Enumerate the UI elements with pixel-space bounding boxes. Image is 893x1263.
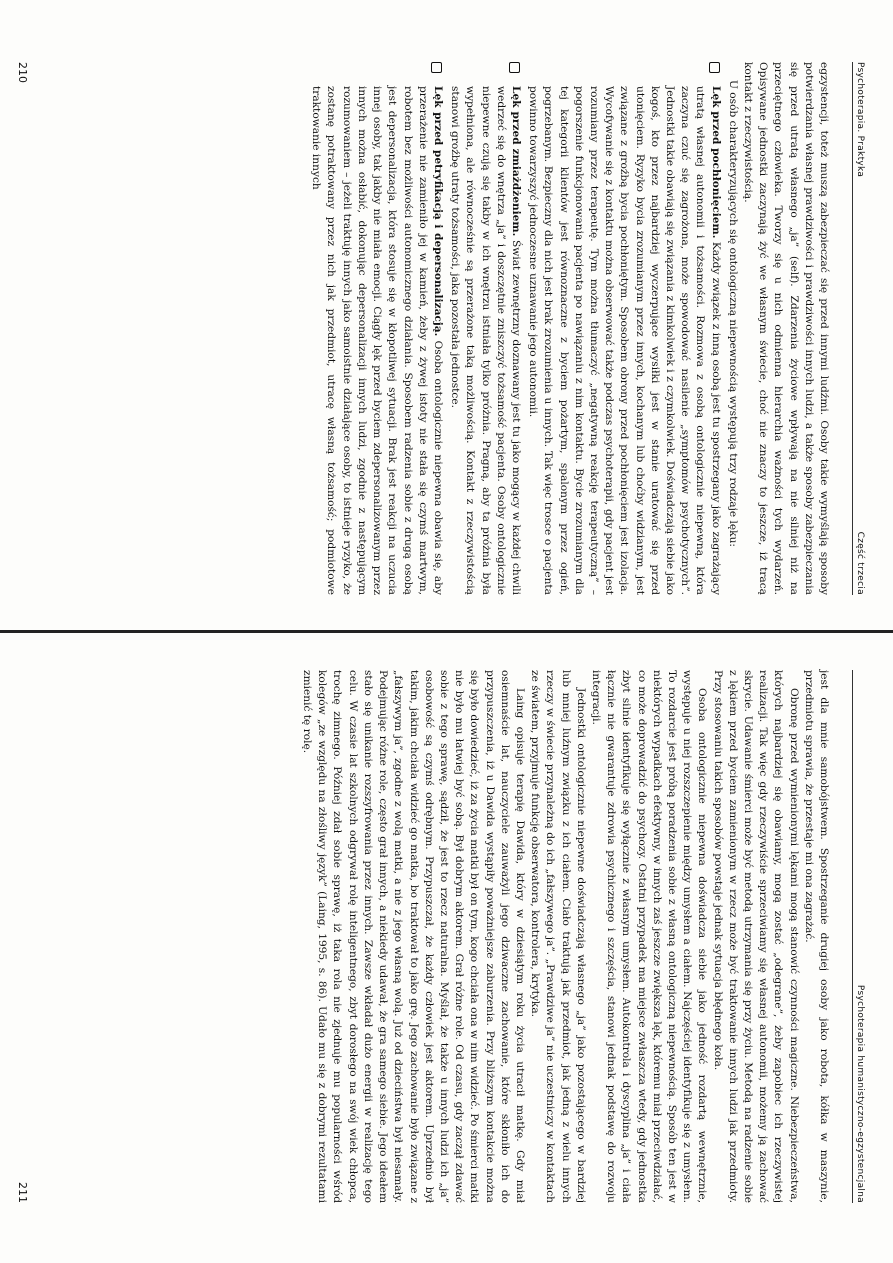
checkbox-bullet-icon: [431, 62, 442, 73]
term-implosion: Lęk przed zmiażdżeniem.: [509, 86, 522, 237]
right-paragraph-2: Obronę przed wymienionymi lękami mogą stanowić czynności magiczne. Niebezpieczeństwa, których najbardziej się obawiamy, mogą zostać „odegrane”, żeby zapobiec ich rzeczywistej realizacji. Tak więc gdy rzeczywiście sprzeciwiamy się własnej autonomii, możemy ją zachować skrycie. Udawanie śmierci może być metodą utrzymania się przy życiu. Metodą na radzenie sobie z lękiem przed byciem zamienionym w rzecz może być traktowanie innych ludzi jak przedmioty. Przy stosowaniu takich sposobów powstaje jednak sytuacja błędnego koła.: [711, 670, 800, 1203]
left-page-header: [852, 62, 865, 595]
text-petrification: Osoba ontologicznie niepewna obawia się, aby przerażenie nie zamieniło jej w kamień, żeby z żywej istoty nie stała się czymś martwym, robotem bez możliwości autonomicznego działania. Sposobem radzenia sobie z drugą osobą jest depersonalizacja, która stosuje się w kłopotliwej sytuacji. Brak jest reakcji na uczucia innej osoby, tak jakby nie miała emocji. Ciągły lęk przed byciem zdepersonalizowanym przez innych można osłabić, dokonując depersonalizacji innych ludzi, zgodnie z następującym rozumowaniem – jeżeli traktuję innych jako samoistnie działające osoby, to istnieje ryzyko, że zostanę potraktowany przez nich jak przedmiot, utracę własną tożsamość; podmiotowe traktowanie innych: [310, 86, 444, 595]
right-page: [0, 632, 893, 1263]
left-header-section: Część trzecia: [855, 531, 865, 595]
right-paragraph-1: jest dla mnie samobójstwem. Spostrzeganie drugiej osoby jako robota, kółka w maszynie, przedmiotu sprawia, że przestaje mi ona zagrażać.: [802, 670, 830, 1203]
checkbox-bullet-icon: [509, 62, 520, 73]
list-item-petrification: [308, 62, 445, 595]
list-item-engulfment: [525, 62, 723, 595]
list-item-implosion: [447, 62, 523, 595]
left-page-number: 210: [16, 62, 29, 83]
lead-paragraph: U osób charakteryzujących się ontologiczną niepewnością występują trzy rodzaje lęku:: [726, 80, 739, 547]
right-paragraph-4: Jednostki ontologicznie niepewne doświadczają własnego „ja” jako pozostającego w bardziej lub mniej luźnym związku z ich ciałem. Ciało traktują jak przedmiot, jak jedną z wielu innych rzeczy w świecie przynależną do ich „fałszywego ja”. „Prawdziwe ja” nie uczestniczy w kontaktach ze światem, przyjmuje funkcję obserwatora, kontrolera, krytyka.: [529, 670, 587, 1203]
right-page-header: Psychoterapia humanistyczno-egzystencjalna: [852, 670, 865, 1203]
term-engulfment: Lęk przed pochłonięciem.: [709, 86, 722, 239]
right-page-number: 211: [16, 1182, 29, 1203]
right-paragraph-3: Osoba ontologicznie niepewna doświadcza siebie jako jedność rozdartą wewnętrznie, występuje u niej rozszczepienie między umysłem a ciałem. Najczęściej identyfikuje się z umysłem. To rozdarcie jest próbą poradzenia sobie z własną ontologiczną niepewnością. Sposób ten jest w niektórych wypadkach efektywny, w innych zaś jeszcze zwiększa lęk, któremu miał przeciwdziałać, co może doprowadzić do psychozy. Ostatni przypadek ma miejsce zwłaszcza wtedy, gdy jednostka zbyt silnie identyfikuje się wyłącznie z własnym umysłem. Autokontrola i dyscyplina „ja” i ciała łącznie nie gwarantuje zdrowia psychicznego i szczęścia, stanowi jednak podstawę do rozwoju integracji.: [589, 670, 709, 1203]
left-page: [0, 0, 893, 631]
right-paragraph-5: Laing opisuje terapię Dawida, który w dziesiątym roku życia utracił matkę. Gdy miał osiemnaście lat, nauczyciele zauważyli jego dziwaczne zachowanie, które skłoniło ich do przypuszczenia, iż u Dawida wystąpiły poważniejsze zaburzenia. Przy bliższym kontakcie można się było dowiedzieć, iż za życia matki był on tym, kogo chciała ona w nim widzieć. Po śmierci matki nie było mu łatwiej być sobą. Był dobrym aktorem. Grał różne role. Od czasu, gdy zaczął zdawać sobie z tego sprawę, sądził, że jest to rzecz naturalna. Myślał, że także u innych ludzi ich „ja” osobowość są czymś odrębnym. Przypuszczał, że każdy człowiek jest aktorem. Uprzednio był takim, jakim chciała widzieć go matka, bo traktował to jako grę. Jego zachowanie było związane z „fałszywym ja”, zgodne z wolą matki, a nie z jego własną wolą. Już od dzieciństwa był niesamały. Podejmując różne role, często grał innych, a niekiedy udawał, że gra samego siebie. Jego ideałem stało się unikanie rozszyfrowania przez innych. Zawsze wkładał dużo energii w realizację tego celu. W czasie lat szkolnych odgrywał rolę inteligentnego, zbyt dorosłego na swój wiek chłopca, trochę zimnego. Później zdał sobie sprawę, iż taka rola nie zjednuje mu popularności wśród kolegów „ze względu na złośliwy język” (Laing, 1995, s. 86). Udało mu się z dobrymi rezultatami zmienić tę rolę.: [301, 670, 526, 1203]
checkbox-bullet-icon: [709, 62, 720, 73]
text-implosion: Świat zewnętrzny doznawany jest tu jako mogący w każdej chwili wedrzeć się do wnętrza „ja” i doszczętnie zniszczyć tożsamość pacjenta. Osoby ontologicznie niepewne czują się takby w ich wnętrzu istniała tylko próżnia. Pragną, aby ta próżnia była wypełniona, ale równocześnie są przerażone taką możliwością. Kontakt z rzeczywistością stanowi groźbę utraty tożsamości, jaka pozostała jednostce.: [449, 86, 522, 595]
left-header-title: Psychoterapia. Praktyka: [855, 62, 865, 178]
term-petrification: Lęk przed petryfikacją i depersonalizacją.: [431, 86, 444, 337]
intro-paragraph: egzystencji, toteż muszą zabezpieczać się przed innymi ludźmi. Osoby takie wymyślają sposoby potwierdzania własnej prawdziwości i prawdziwości innych ludzi, a także sposoby zabezpieczania się przed utratą własnego „ja” (self). Zdarzenia życiowe wpływają na nie silniej niż na przeciętnego człowieka. Tworzy się u nich odmienna hierarchia ważności tych wydarzeń. Opisywane jednostki zaczynają żyć we własnym świecie, choć nie znaczy to jeszcze, iż tracą kontakt z rzeczywistością.: [741, 62, 830, 595]
text-engulfment: Każdy związek z inną osobą jest tu spostrzegany jako zagrażający utratą własnej autonomii i tożsamości. Rozmowa z osobą ontologicznie niepewną, która zaczyna czuć się zagrożona, może spowodować nasilenie „symptomów psychotycznych”. Jednostki takie obawiają się związania z kimkolwiek i z czymkolwiek. Doświadczają siebie jako kogoś, kto przez najbardziej wyczerpujące wysiłki jest w stanie uratować się przed utonięciem. Ryzyko bycia zrozumianym przez innych, kochanym lub choćby widzianym, jest związane z groźbą bycia pochłoniętym. Sposobem obrony przed pochłonięciem jest izolacja. Wycofywanie się z kontaktu można obserwować także podczas psychoterapii, gdy pacjent jest rozumiany przez terapeutę. Tym można tłumaczyć „negatywną reakcję terapeutyczną” – pogorszenie funkcjonowania pacjenta po nawiązaniu z nim kontaktu. Bycie zrozumianym dla tej kategorii klientów jest równoznaczne z byciem pożartym, spalonym przez ogień, pogrzebanym. Bezpieczny dla nich jest brak zrozumienia u innych. Tak więc trosce o pacjenta powinno towarzyszyć jednoczesne uznawanie jego autonomii.: [527, 86, 722, 595]
